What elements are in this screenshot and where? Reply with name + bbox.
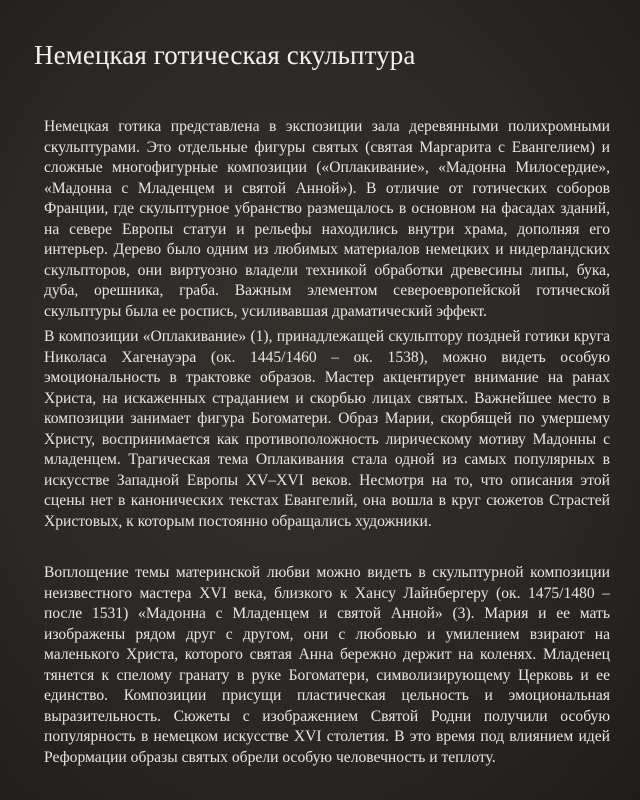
paragraph-madonna: Воплощение темы материнской любви можно видеть в скульптурной композиции неизвестного мастера XVI века, близкого к Хансу Лайнбергеру (ок. 1475/1480 – после 1531) «Мадонна с Младенцем и святой Анной» (3). Мария и ее мать изображены рядом друг с другом, они с любовью и умилением взирают на маленького Христа, которого святая Анна бережно держит на коленях. Младенец тянется к спелому гранату в руке Богоматери, символизирующему Церковь и ее единство. Композиции присущи пластическая цельность и эмоциональная выразительность. Сюжеты с изображением Святой Родни получили особую популярность в немецком искусстве XVI столетия. В это время под влиянием идей Реформации образы святых обрели особую человечность и теплоту. xyxy=(44,564,610,766)
page-title: Немецкая готическая скульптура xyxy=(34,40,416,70)
paragraph-lamentation: В композиции «Оплакивание» (1), принадлежащей скульптору поздней готики круга Николаса Хагенауэра (ок. 1445/1460 – ок. 1538), можно видеть особую эмоциональность в трактовке образов. Мастер акцентирует внимание на ранах Христа, на искаженных страданием и скорбью лицах святых. Важнейшее место в композиции занимает фигура Богоматери. Образ Марии, скорбящей по умершему Христу, воспринимается как противоположность лирическому мотиву Мадонны с младенцем. Трагическая тема Оплакивания стала одной из самых популярных в искусстве Западной Европы XV–XVI веков. Несмотря на то, что описания этой сцены нет в канонических текстах Евангелий, она вошла в круг сюжетов Страстей Христовых, к которым постоянно обращались художники. xyxy=(44,328,610,530)
paragraph-intro: Немецкая готика представлена в экспозиции зала деревянными полихромными скульптурами. Это отдельные фигуры святых (святая Маргарита с Евангелием) и сложные многофигурные композиции («Оплакивание», «Мадонна Милосердие», «Мадонна с Младенцем и святой Анной»). В отличие от готических соборов Франции, где скульптурное убранство размещалось в основном на фасадах зданий, на севере Европы статуи и рельефы находились внутри храма, дополняя его интерьер. Дерево было одним из любимых материалов немецких и нидерландских скульпторов, они виртуозно владели техникой обработки древесины липы, бука, дуба, орешника, граба. Важным элементом североевропейской готической скульптуры была ее роспись, усиливавшая драматический эффект. xyxy=(44,118,610,320)
